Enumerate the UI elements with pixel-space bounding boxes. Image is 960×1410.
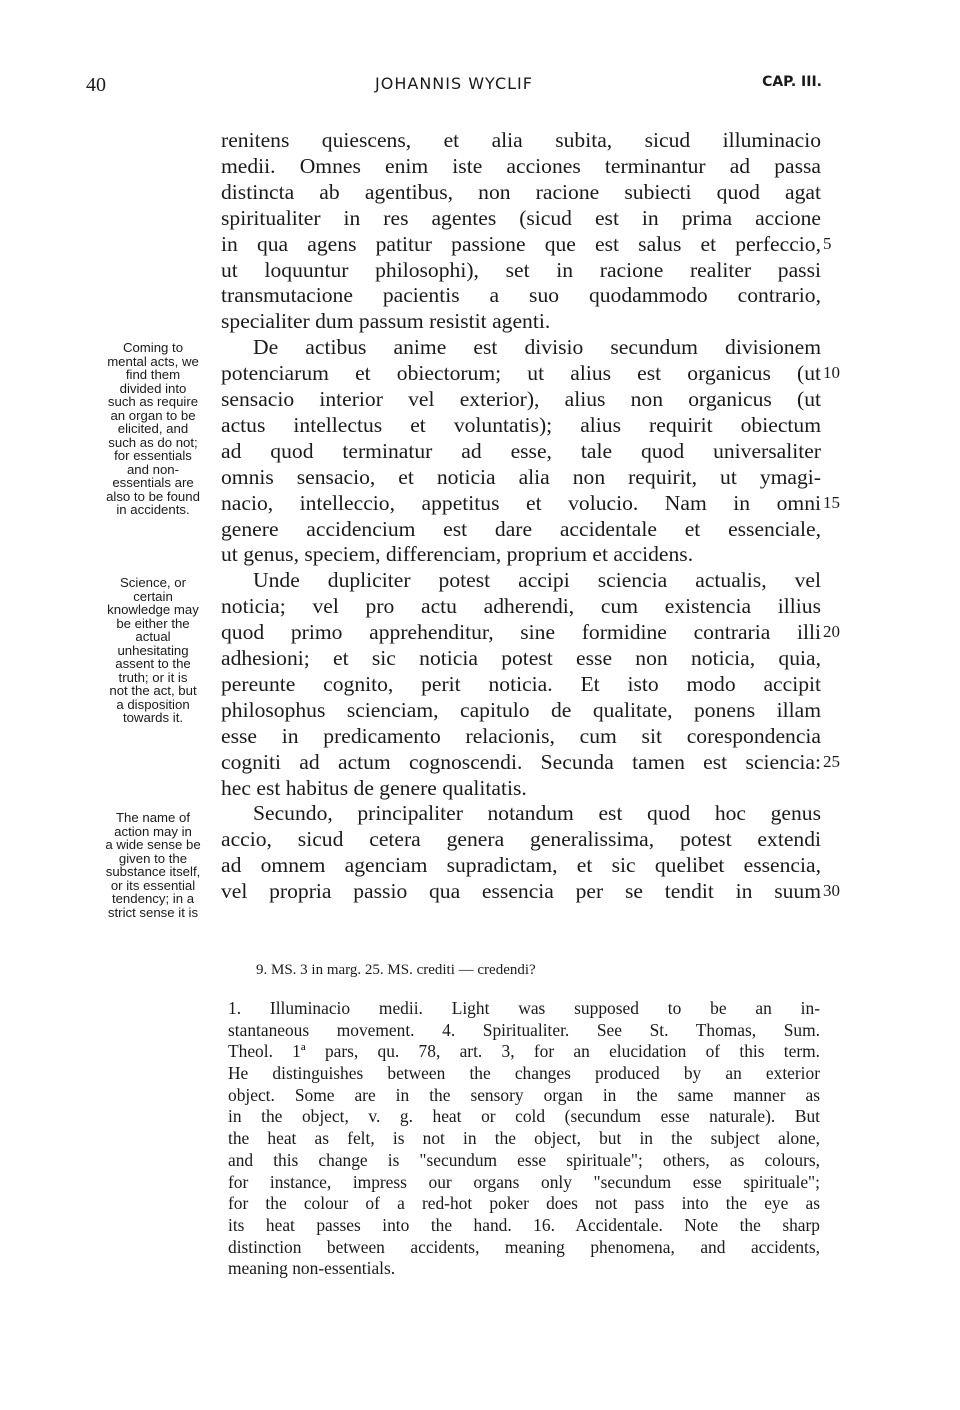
text-line: Unde dupliciter potest accipi sciencia actualis, vel — [253, 568, 821, 593]
footnote-line: distinction between accidents, meaning phenomena, and accidents, — [228, 1236, 820, 1257]
margin-note-line: given to the — [118, 850, 188, 866]
margin-note — [86, 576, 220, 725]
margin-note-line: be either the — [116, 615, 190, 631]
margin-note-line: The name of — [115, 810, 191, 825]
text-line: renitens quiescens, et alia subita, sicud illuminacio — [221, 128, 821, 152]
margin-note-line: an organ to be — [110, 407, 196, 423]
text-line: philosophus scienciam, capitulo de qualitate, ponens illam — [221, 697, 821, 722]
text-line: De actibus anime est divisio secundum divisionem — [253, 335, 821, 360]
text-line: pereunte cognito, perit noticia. Et isto modo accipit — [221, 671, 821, 696]
margin-note-line: in accidents. — [116, 502, 190, 517]
footnote-line: for instance, impress our organs only "secundum esse spirituale"; — [228, 1171, 820, 1192]
footnote-line: Theol. 1ª pars, qu. 78, art. 3, for an elucidation of this term. — [228, 1041, 820, 1062]
text-line: quod primo apprehenditur, sine formidine contraria illi — [221, 620, 821, 645]
footnote-line: 1. Illuminacio medii. Light was supposed to be an in- — [228, 998, 820, 1018]
margin-note-line: find them — [125, 367, 181, 382]
text-line: ad omnem agenciam supradictam, et sic quelibet essencia, — [221, 853, 821, 878]
text-line: ut genus, speciem, differenciam, proprium et accidens. — [221, 542, 694, 567]
critical-apparatus: 9. MS. 3 in marg. 25. MS. crediti — credendi? — [256, 962, 536, 978]
footnote-line: for the colour of a red-hot poker does not pass into the eye as — [228, 1193, 820, 1214]
footnote-line: and this change is "secundum esse spirituale"; others, as colours, — [228, 1149, 820, 1170]
text-line: ad quod terminatur ad esse, tale quod universaliter — [221, 438, 821, 463]
margin-note-line: knowledge may — [107, 602, 199, 617]
margin-note-line: essentials are — [112, 475, 194, 490]
margin-note-line: also to be found — [106, 488, 200, 504]
margin-note-line: Coming to — [122, 340, 184, 355]
margin-note-line: action may in — [114, 823, 192, 839]
running-header — [86, 74, 822, 104]
footnote-line: stantaneous movement. 4. Spiritualiter. See St. Thomas, Sum. — [228, 1019, 820, 1040]
footnote-line: meaning non-essentials. — [228, 1258, 396, 1279]
margin-note-line: for essentials — [114, 448, 192, 463]
text-line: transmutacione pacientis a suo quodammodo contrario, — [221, 283, 821, 308]
line-number: 15 — [823, 492, 840, 512]
footnotes — [228, 998, 820, 1280]
footnote-line: the heat as felt, is not in the object, but in the subject alone, — [228, 1128, 820, 1149]
margin-note-line: such as do not; — [108, 434, 198, 450]
margin-note-line: divided into — [119, 380, 187, 396]
margin-note — [86, 811, 220, 919]
text-line: sensacio interior vel exterior), alius non organicus (ut — [221, 387, 821, 411]
chapter-label: CAP. III. — [762, 74, 822, 90]
footnote-line: in the object, v. g. heat or cold (secundum esse naturale). But — [228, 1106, 820, 1127]
text-line: hec est habitus de genere qualitatis. — [221, 775, 527, 800]
margin-note-line: tendency; in a — [111, 891, 195, 906]
text-line: actus intellectus et voluntatis); alius requirit obiectum — [221, 412, 821, 437]
footnote-line: He distinguishes between the changes produced by an exterior — [228, 1063, 820, 1084]
text-line: spiritualiter in res agentes (sicud est in prima accione — [221, 205, 821, 230]
line-number: 5 — [823, 233, 832, 253]
margin-note-line: actual — [135, 629, 171, 644]
footnote-line: its heat passes into the hand. 16. Accidentale. Note the sharp — [228, 1214, 820, 1235]
margin-note-line: mental acts, we — [107, 353, 199, 369]
margin-note-line: assent to the — [115, 656, 191, 671]
text-line: adhesioni; et sic noticia potest esse non noticia, quia, — [221, 646, 821, 670]
text-line: vel propria passio qua essencia per se tendit in suum — [221, 879, 821, 904]
text-line: cogniti ad actum cognoscendi. Secunda tamen est sciencia: — [221, 749, 821, 774]
margin-note-line: a wide sense be — [105, 837, 201, 852]
line-number: 25 — [823, 751, 840, 771]
running-title: JOHANNIS WYCLIF — [375, 74, 533, 93]
page-number: 40 — [86, 74, 106, 96]
margin-note-line: unhesitating — [117, 642, 189, 658]
text-line: Secundo, principaliter notandum est quod hoc genus — [253, 801, 821, 826]
line-number: 20 — [823, 622, 840, 642]
text-line: medii. Omnes enim iste acciones terminantur ad passa — [221, 153, 821, 178]
margin-note-line: towards it. — [122, 710, 184, 725]
text-line: accio, sicud cetera genera generalissima, potest extendi — [221, 827, 821, 852]
text-line: noticia; vel pro actu adherendi, cum existencia illius — [221, 594, 821, 619]
line-number: 10 — [823, 363, 840, 383]
margin-note-line: a disposition — [116, 696, 190, 712]
margin-note-line: elicited, and — [117, 421, 189, 436]
text-line: ut loquuntur philosophi), set in racione realiter passi — [221, 257, 821, 282]
text-line: in qua agens patitur passione que est salus et perfeccio, — [221, 231, 821, 256]
margin-note-line: such as require — [107, 394, 199, 409]
text-line: potenciarum et obiectorum; ut alius est organicus (ut — [221, 361, 821, 386]
text-line: esse in predicamento relacionis, cum sit corespondencia — [221, 723, 821, 748]
margin-note-line: not the act, but — [109, 683, 197, 698]
line-number: 30 — [823, 881, 840, 901]
text-line: genere accidencium est dare accidentale et essenciale, — [221, 516, 821, 541]
margin-note-line: Science, or — [120, 575, 186, 590]
margin-note-line: substance itself, — [105, 864, 201, 879]
margin-note-line: truth; or it is — [118, 669, 188, 685]
margin-note — [86, 341, 220, 517]
text-line: distincta ab agentibus, non racione subiecti quod agat — [221, 179, 821, 204]
margin-note-line: certain — [133, 588, 173, 604]
text-line: specialiter dum passum resistit agenti. — [221, 309, 551, 334]
text-line: nacio, intelleccio, appetitus et volucio. Nam in omni — [221, 490, 821, 515]
margin-note-line: and non- — [126, 461, 180, 477]
footnote-line: object. Some are in the sensory organ in the same manner as — [228, 1084, 820, 1105]
text-line: omnis sensacio, et noticia alia non requirit, ut ymagi- — [221, 464, 821, 489]
margin-note-line: or its essential — [110, 877, 196, 893]
margin-note-line: strict sense it is — [107, 904, 199, 920]
